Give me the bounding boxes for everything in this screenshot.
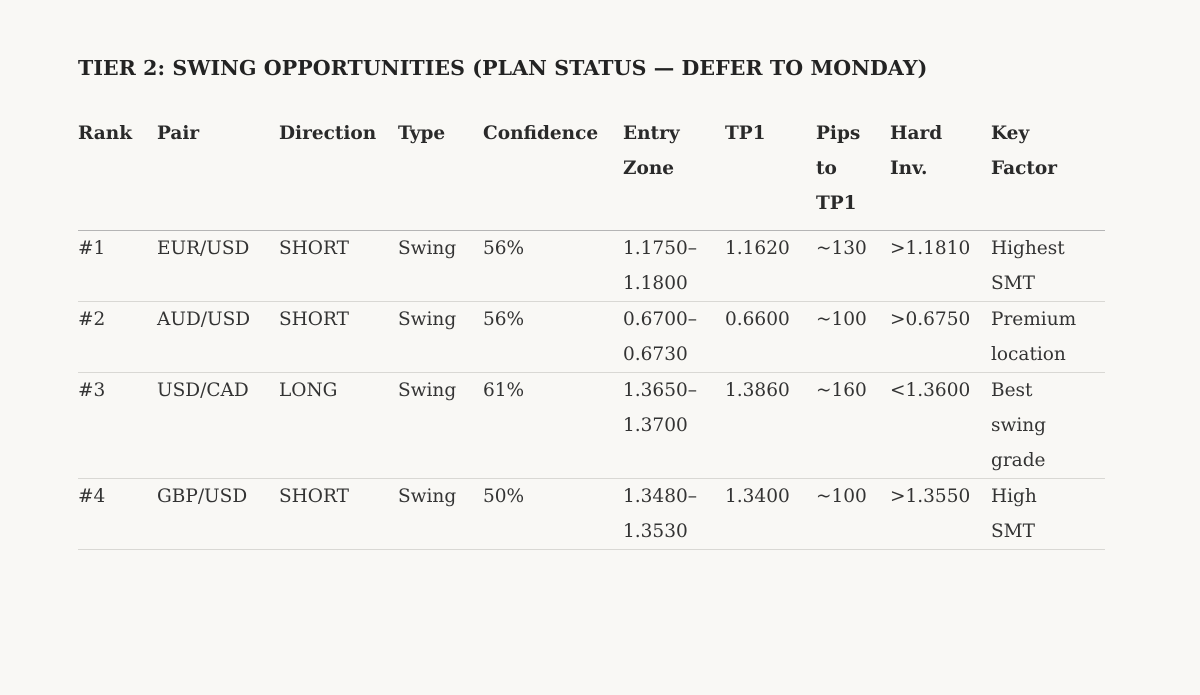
cell-pair: USD/CAD [157,379,249,401]
cell-direction: SHORT [279,485,349,507]
key-factor-line: SMT [991,520,1035,542]
entry-zone-low: 1.3650– [623,379,697,401]
cell-confidence: 50% [483,485,525,507]
entry-zone-low: 1.3480– [623,485,697,507]
cell-direction: SHORT [279,237,349,259]
table-row [78,230,1105,301]
table-row [78,372,1105,478]
header-direction: Direction [279,123,377,144]
header-entry-zone [623,116,725,230]
cell-entry-zone [623,230,725,301]
cell-pips: ~160 [816,379,867,401]
header-pips-line: Pips [816,123,861,144]
header-pips-line: TP1 [816,193,857,214]
entry-zone-high: 1.3700 [623,414,688,436]
table-row [78,478,1105,549]
cell-rank: #3 [78,379,106,401]
cell-entry-zone [623,478,725,549]
entry-zone-high: 0.6730 [623,343,688,365]
cell-key-factor [991,372,1105,478]
cell-pips: ~100 [816,485,867,507]
cell-pair: AUD/USD [157,308,251,330]
cell-rank: #4 [78,485,106,507]
cell-entry-zone [623,301,725,372]
key-factor-line: swing [991,414,1047,436]
header-key-factor-line: Key [991,123,1030,144]
cell-type: Swing [398,308,457,330]
cell-tp1: 0.6600 [725,308,790,330]
table-row [78,301,1105,372]
cell-rank: #2 [78,308,106,330]
cell-entry-zone [623,372,725,478]
header-type: Type [398,123,446,144]
header-entry-zone-line: Entry [623,123,680,144]
cell-hard-inv: <1.3600 [890,379,971,401]
key-factor-line: SMT [991,272,1035,294]
cell-direction: LONG [279,379,338,401]
header-hard-inv-line: Inv. [890,158,928,179]
header-hard-inv [890,116,991,230]
cell-confidence: 56% [483,308,525,330]
cell-hard-inv: >0.6750 [890,308,971,330]
entry-zone-high: 1.1800 [623,272,688,294]
cell-pair: GBP/USD [157,485,248,507]
cell-pips: ~130 [816,237,867,259]
table-header-row [78,116,1105,230]
cell-key-factor [991,478,1105,549]
header-key-factor [991,116,1105,230]
key-factor-line: location [991,343,1066,365]
header-confidence: Confidence [483,123,599,144]
header-rank: Rank [78,123,133,144]
cell-type: Swing [398,379,457,401]
header-pips-line: to [816,158,837,179]
cell-confidence: 61% [483,379,525,401]
key-factor-line: Highest [991,237,1065,259]
cell-key-factor [991,230,1105,301]
cell-type: Swing [398,485,457,507]
header-tp1: TP1 [725,123,766,144]
cell-confidence: 56% [483,237,525,259]
header-key-factor-line: Factor [991,158,1058,179]
entry-zone-low: 0.6700– [623,308,697,330]
cell-tp1: 1.1620 [725,237,790,259]
cell-direction: SHORT [279,308,349,330]
cell-hard-inv: >1.3550 [890,485,971,507]
cell-rank: #1 [78,237,106,259]
cell-tp1: 1.3400 [725,485,790,507]
entry-zone-high: 1.3530 [623,520,688,542]
header-hard-inv-line: Hard [890,123,943,144]
key-factor-line: High [991,485,1037,507]
cell-pair: EUR/USD [157,237,250,259]
cell-tp1: 1.3860 [725,379,790,401]
key-factor-line: grade [991,449,1046,471]
swing-opportunities-table [78,116,1105,550]
cell-key-factor [991,301,1105,372]
cell-type: Swing [398,237,457,259]
header-pair: Pair [157,123,200,144]
header-pips-to-tp1 [816,116,890,230]
entry-zone-low: 1.1750– [623,237,697,259]
header-entry-zone-line: Zone [623,158,675,179]
cell-pips: ~100 [816,308,867,330]
section-title: TIER 2: SWING OPPORTUNITIES (PLAN STATUS — DEFER TO MONDAY) [78,56,928,80]
key-factor-line: Premium [991,308,1077,330]
key-factor-line: Best [991,379,1033,401]
cell-hard-inv: >1.1810 [890,237,971,259]
